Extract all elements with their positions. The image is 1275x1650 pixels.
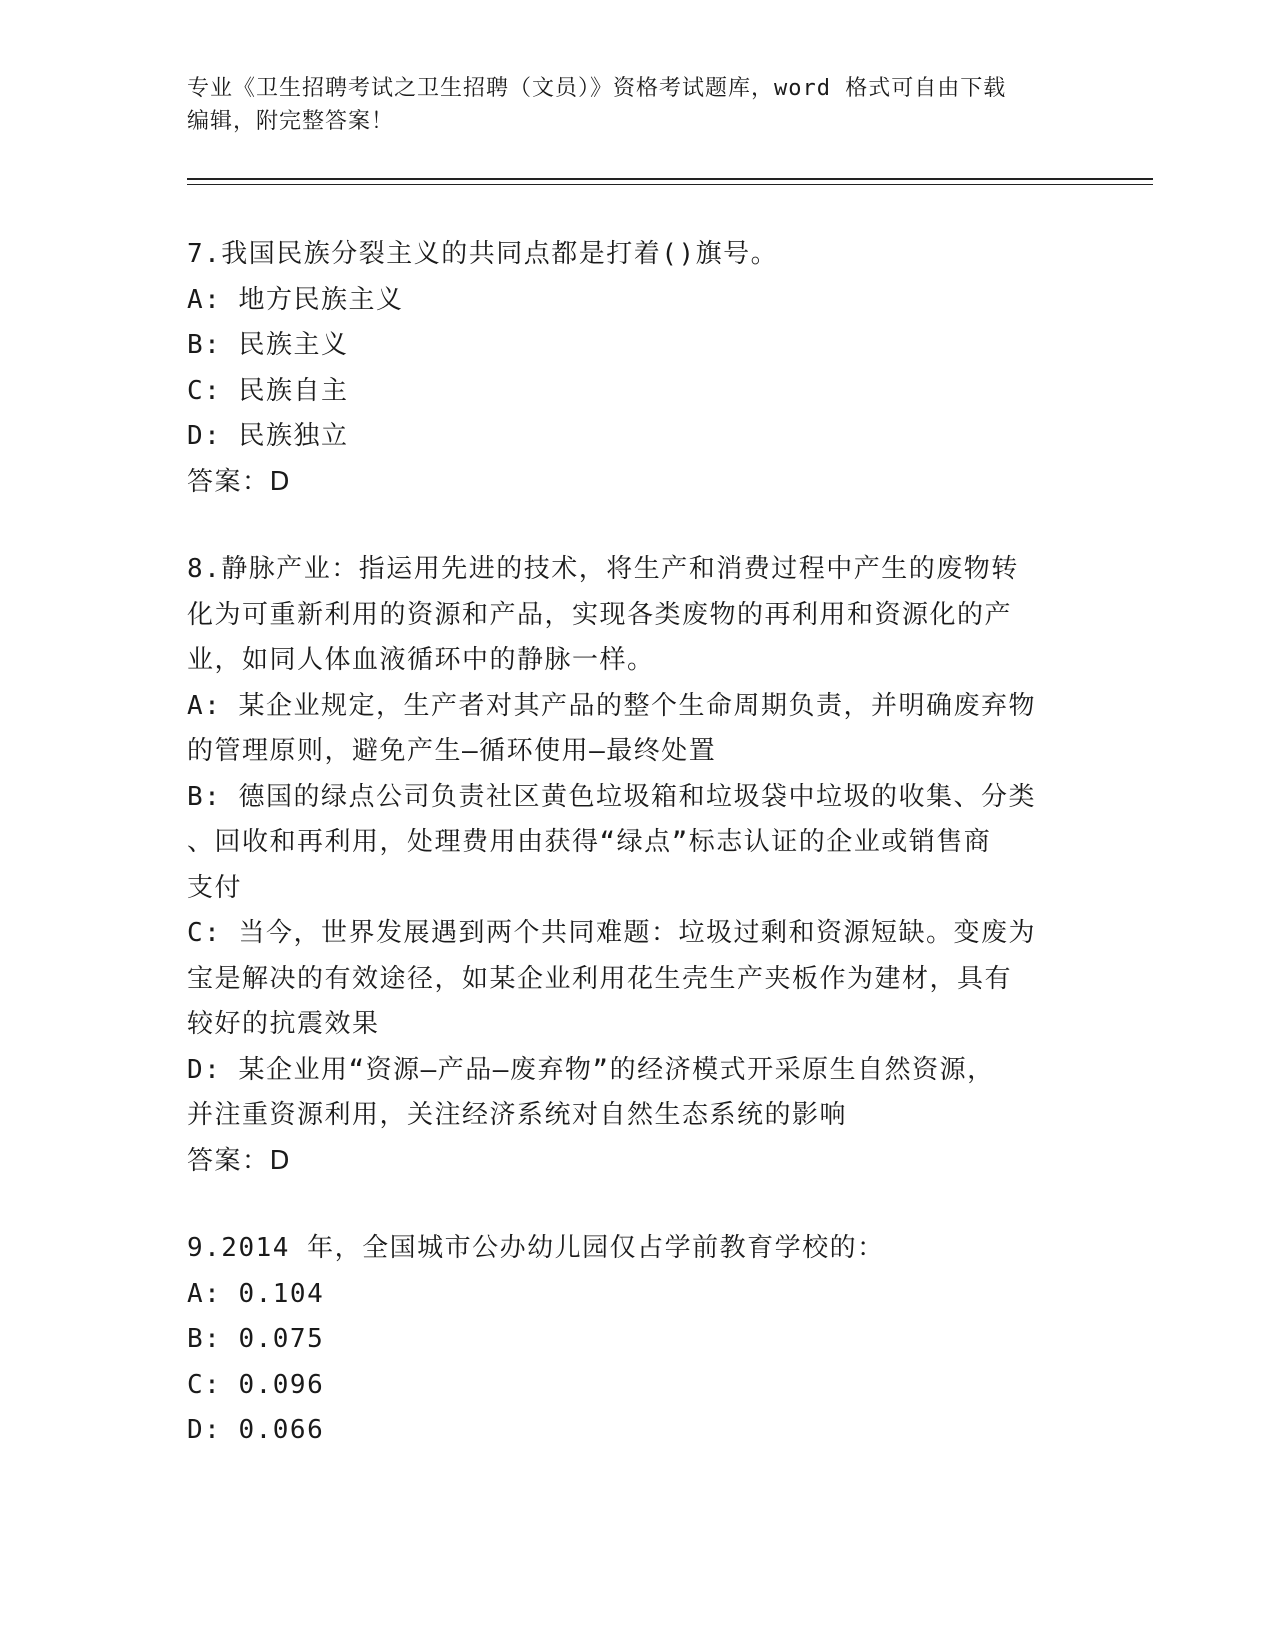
question-8: [187, 547, 1087, 1184]
option-c: 较好的抗震效果: [187, 1009, 380, 1039]
option-d: D: 民族独立: [187, 421, 349, 451]
option-c: C: 当今，世界发展遇到两个共同难题：垃圾过剩和资源短缺。变废为: [187, 918, 1036, 948]
question-list: [187, 232, 1087, 1454]
option-d: 并注重资源利用，关注经济系统对自然生态系统的影响: [187, 1100, 848, 1130]
question-7: [187, 232, 1087, 505]
option-b: B: 0.075: [187, 1324, 325, 1354]
header-rule-thick: [187, 178, 1153, 180]
option-b: B: 德国的绿点公司负责社区黄色垃圾箱和垃圾袋中垃圾的收集、分类: [187, 781, 1036, 812]
header-rule-thin: [187, 184, 1153, 185]
option-c: C: 民族自主: [187, 375, 349, 406]
option-a: 的管理原则，避免产生—循环使用—最终处置: [187, 736, 717, 766]
question-stem: 7.我国民族分裂主义的共同点都是打着()旗号。: [187, 239, 779, 269]
question-stem: 9.2014 年，全国城市公办幼儿园仅占学前教育学校的：: [187, 1233, 885, 1263]
header-line: 专业《卫生招聘考试之卫生招聘（文员）》资格考试题库，word 格式可自由下载: [187, 76, 1007, 101]
option-a: A: 某企业规定，生产者对其产品的整个生命周期负责，并明确废弃物: [187, 690, 1036, 721]
option-a: A: 地方民族主义: [187, 284, 404, 315]
header-line: 编辑，附完整答案！: [187, 109, 395, 134]
question-9: [187, 1226, 1087, 1454]
option-d: D: 0.066: [187, 1415, 325, 1445]
option-c: 宝是解决的有效途径，如某企业利用花生壳生产夹板作为建材，具有: [187, 963, 1013, 994]
option-d: D: 某企业用“资源—产品—废弃物”的经济模式开采原生自然资源，: [187, 1054, 995, 1085]
option-c: C: 0.096: [187, 1369, 325, 1400]
option-b: B: 民族主义: [187, 330, 349, 360]
option-a: A: 0.104: [187, 1278, 325, 1309]
document-header: [187, 72, 1067, 138]
answer-line: 答案：D: [187, 1145, 292, 1176]
question-stem: 业，如同人体血液循环中的静脉一样。: [187, 645, 655, 675]
option-b: 支付: [187, 872, 243, 903]
answer-line: 答案：D: [187, 466, 292, 497]
question-stem: 8.静脉产业：指运用先进的技术，将生产和消费过程中产生的废物转: [187, 554, 1019, 584]
option-b: 、回收和再利用，处理费用由获得“绿点”标志认证的企业或销售商: [187, 827, 992, 857]
question-stem: 化为可重新利用的资源和产品，实现各类废物的再利用和资源化的产: [187, 599, 1013, 630]
